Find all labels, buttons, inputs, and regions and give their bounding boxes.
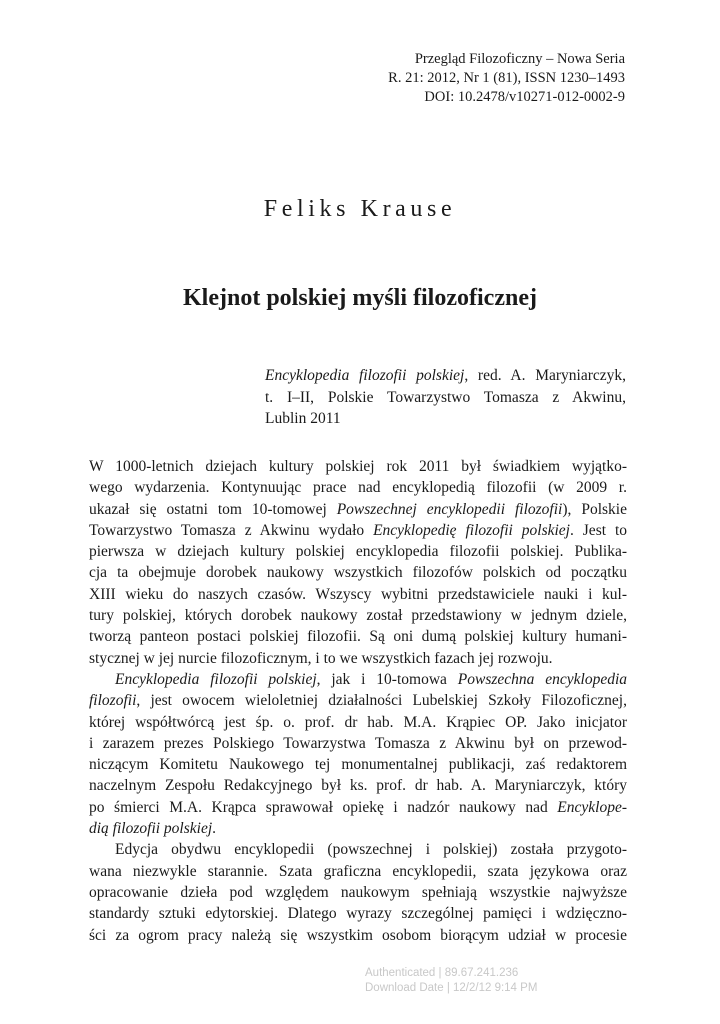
text-line: naczelnym Zespołu Redakcyjnego był ks. prof. dr hab. A. Maryniarczyk, który [89, 777, 627, 795]
text-line: pierwsza w dziejach kultury polskiej encyklopedia filozofii polskiej. Publika- [89, 543, 627, 561]
article-body [89, 456, 627, 946]
text-line: niczącym Komitetu Naukowego tej monumentalnej publikacji, zaś redaktorem [89, 756, 627, 774]
paragraph-1 [89, 456, 627, 669]
reference-line: Encyklopedia filozofii polskiej, red. A. Maryniarczyk, [265, 367, 627, 384]
text-line: której współtwórcą jest śp. o. prof. dr hab. M.A. Krąpiec OP. Jako inicjator [89, 713, 627, 731]
text-line: Encyklopedia filozofii polskiej, jak i 10-tomowa Powszechna encyklopedia [115, 670, 628, 688]
reference-line: Lublin 2011 [265, 410, 341, 427]
text-line: tury polskiej, których dorobek naukowy został przedstawiony w jednym dziele, [89, 607, 627, 625]
journal-name: Przegląd Filozoficzny – Nowa Seria [414, 51, 625, 67]
text-line: dią filozofii polskiej. [89, 820, 217, 838]
book-reference [265, 365, 626, 430]
text-line: ukazał się ostatni tom 10-tomowej Powszechnej encyklopedii filozofii), Polskie [89, 500, 627, 518]
reference-line: t. I–II, Polskie Towarzystwo Tomasza z Akwinu, [265, 388, 626, 406]
journal-header [388, 50, 625, 107]
reference-book-title: Encyklopedia filozofii polskiej [265, 367, 465, 384]
text-line: ści za ogrom pracy należą się wszystkim osobom biorącym udział w procesie [89, 926, 627, 944]
author-name: Feliks Krause [263, 196, 457, 222]
watermark-download-date: Download Date | 12/2/12 9:14 PM [365, 982, 538, 994]
paragraph-2 [89, 669, 627, 839]
text-line: wego wydarzenia. Kontynuując prace nad encyklopedią filozofii (w 2009 r. [89, 479, 627, 497]
journal-doi: DOI: 10.2478/v10271-012-0002-9 [424, 89, 625, 105]
text-line: wana niezwykle starannie. Szata graficzna encyklopedii, szata językowa oraz [89, 862, 627, 880]
text-line: XIII wieku do naszych czasów. Wszyscy wybitni przedstawiciele nauki i kul- [89, 585, 627, 603]
download-watermark [365, 966, 537, 996]
text-line: opracowanie dzieła pod względem naukowym spełniają wszystkie najwyższe [89, 883, 627, 901]
text-line: W 1000-letnich dziejach kultury polskiej rok 2011 był świadkiem wyjątko- [89, 458, 627, 475]
text-line: cja ta obejmuje dorobek naukowy wszystkich filozofów polskich od początku [89, 564, 627, 582]
text-line: i zarazem prezes Polskiego Towarzystwa Tomasza z Akwinu był on przewod- [89, 734, 627, 752]
text-line: standardy sztuki edytorskiej. Dlatego wyrazy szczególnej pamięci i wdzięczno- [89, 905, 627, 923]
watermark-authenticated: Authenticated | 89.67.241.236 [365, 967, 519, 979]
text-line: po śmierci M.A. Krąpca sprawował opiekę i nadzór naukowy nad Encyklope- [89, 798, 627, 816]
text-line: Towarzystwo Tomasza z Akwinu wydało Encyklopedię filozofii polskiej. Jest to [89, 521, 628, 539]
journal-issue: R. 21: 2012, Nr 1 (81), ISSN 1230–1493 [388, 70, 625, 86]
text-line: tworzą panteon postaci polskiej filozofii. Są oni dumą polskiej kultury humani- [89, 628, 627, 646]
paragraph-3 [89, 839, 627, 945]
text-line: Edycja obydwu encyklopedii (powszechnej i polskiej) została przygoto- [115, 841, 627, 859]
article-title: Klejnot polskiej myśli filozoficznej [183, 285, 537, 311]
text-line: filozofii, jest owocem wieloletniej działalności Lubelskiej Szkoły Filozoficznej, [89, 692, 627, 710]
text-line: stycznej w jej nurcie filozoficznym, i to we wszystkich fazach jej rozwoju. [89, 649, 553, 667]
